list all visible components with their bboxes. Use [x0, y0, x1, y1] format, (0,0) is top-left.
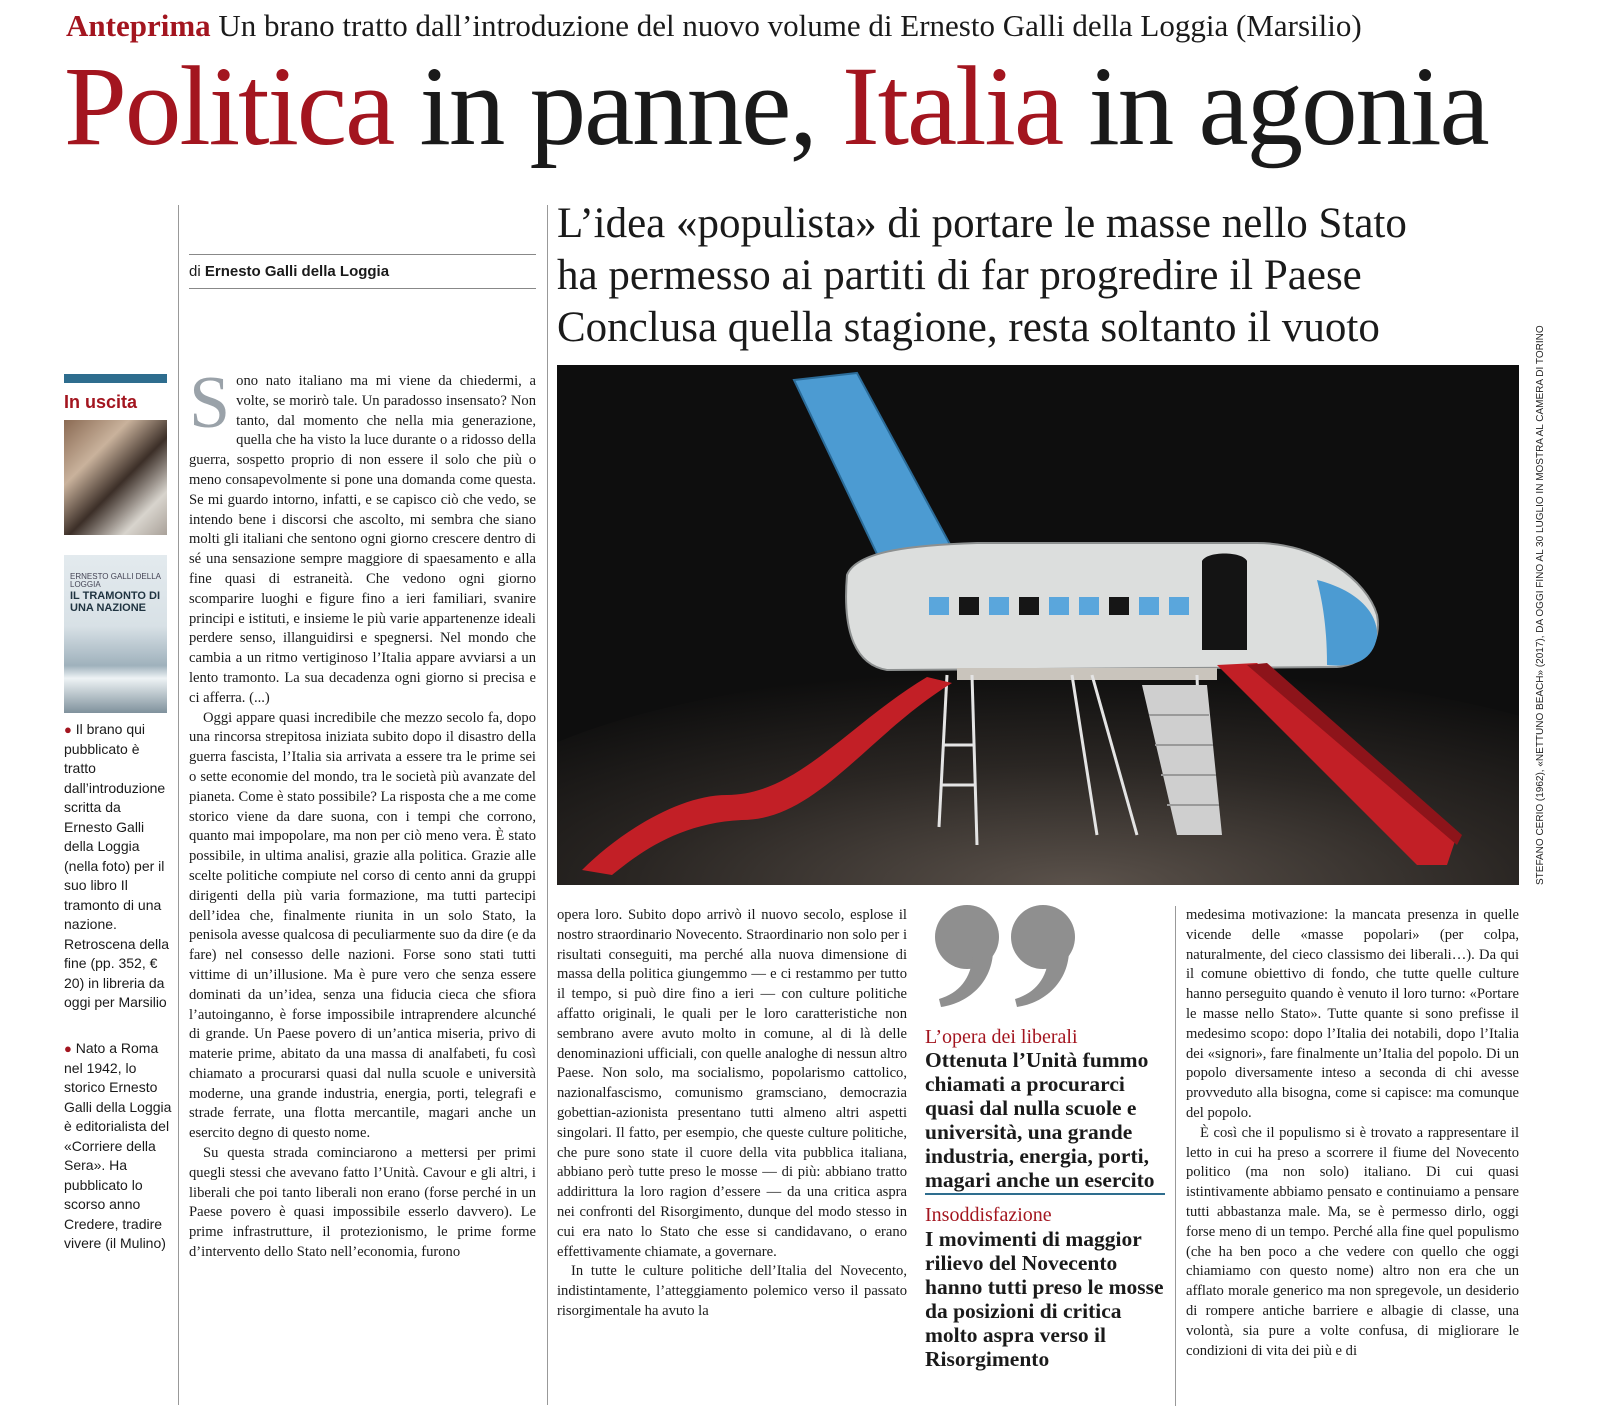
book-cover-author: ERNESTO GALLI DELLA LOGGIA [70, 572, 161, 590]
byline-author: Ernesto Galli della Loggia [204, 263, 390, 280]
sidebar-note-author [64, 1039, 172, 1254]
pullquote-label: L’opera dei liberali [925, 1026, 1078, 1048]
pullquote-label: Insoddisfazione [925, 1204, 1052, 1226]
book-cover-title: IL TRAMONTO DI UNA NAZIONE [70, 590, 161, 614]
photo-credit [1522, 325, 1546, 885]
article-paragraph: In tutte le culture politiche dell’Italia del Novecento, indistintamente, l’atteggiamento polemico verso il passato risorgimentale ha avuto la [557, 1263, 907, 1319]
headline [64, 42, 1488, 172]
column-rule-left [178, 205, 179, 1405]
sidebar-note-text: Nato a Roma nel 1942, lo storico Ernesto Galli della Loggia è editorialista del «Corriere della Sera». Ha pubblicato lo scorso anno Credere, tradire vivere (il Mulino) [64, 1040, 172, 1251]
kicker-lead: Anteprima [66, 8, 211, 43]
deck-line: ha permesso ai partiti di far progredire il Paese [557, 252, 1362, 299]
dropcap: S [189, 362, 231, 444]
pullquote-text: I movimenti di maggior rilievo del Novecento hanno tutti preso le mosse da posizioni di critica molto aspra verso il Risorgimento [925, 1227, 1164, 1371]
sidebar-note-book [64, 720, 172, 1013]
byline [189, 263, 389, 280]
deck-line: Conclusa quella stagione, resta soltanto il vuoto [557, 304, 1380, 351]
byline-rule-bottom [189, 288, 536, 289]
sidebar-note-text: Il brano qui pubblicato è tratto dall’introduzione scritta da Ernesto Galli della Loggia (nella foto) per il suo libro Il tramonto di una nazione. Retroscena della fine (pp. 352, € 20) in libreria da oggi per Marsilio [64, 721, 170, 1010]
byline-prefix: di [189, 263, 201, 280]
author-portrait-photo [64, 420, 167, 535]
article-paragraph: medesima motivazione: la mancata presenza in quelle vicende delle «masse popolari» (per colpa, naturalmente, del cieco classismo dei liberali…). Da qui il comune obiettivo di fondo, che tutte quelle culture hanno perseguito quando è venuto il loro turno: «Portare le masse nello Stato». Tutte quante si sono prefisse il medesimo scopo: dopo l’Italia dei notabili, dopo l’Italia dei «signori», fare finalmente un’Italia del popolo. Di un popolo diversamente inteso a seconda di chi avesse provveduto alla bisogna, come si capisce: ma comunque del popolo. [1186, 907, 1519, 1121]
headline-part4: in agonia [1088, 44, 1488, 169]
deck-subheadline [557, 198, 1557, 354]
article-paragraph: ono nato italiano ma mi viene da chiedermi, a volte, se morirò tale. Un paradosso insensato? Non tanto, dal momento che nella mia generazione, quella che ha visto la luce durante o a ridosso della guerra, sospetto proprio di non essere il solo che più o meno consapevolmente si pone una domanda come questa. Se mi guardo intorno, infatti, e se capisco ciò che vedo, se intendo bene i discorsi che ascolto, mi sembra che siano molti gli italiani che sentono ogni giorno crescere dentro di sé una sensazione sempre maggiore di spaesamento e alla fine quasi di estraneità. Che vedono ogni giorno scomparire luoghi e figure fino a ieri familiari, svanire principi e istituti, e insieme le più varie appartenenze ideali perdere senso, illanguidirsi e spegnersi. Nel mondo che cambia a un ritmo vertiginoso l’Italia appare avviarsi a un lento tramonto. La sua decadenza ogni giorno si precisa e ci afferra. (...) [189, 373, 536, 706]
kicker [66, 8, 1362, 44]
article-paragraph: opera loro. Subito dopo arrivò il nuovo secolo, esplose il nostro straordinario Novecento. Straordinario non solo per i risultati conseguiti, ma perché alla nuova dimensione di massa della politica giungemmo — e ci restammo per tutto il tempo, si può dire fino a ieri — con culture politiche affatto originali, le quali per le loro caratteristiche non sembrano avere avuto molto in comune, al di là delle denominazioni ufficiali, con quelle analoghe di nessun altro Paese. Non solo, ma socialismo, popolarismo cattolico, nazionalfascismo, comunismo gramsciano, democrazia gobettian-azionista presentano tutti almeno altri aspetti singolari. Il fatto, per esempio, che queste culture politiche, che pure sono state il cuore della vita pubblica italiana, abbiano però tutte preso le mosse — di più: abbiano tratto addirittura la loro ragion d’essere — da una critica aspra nei confronti del Risorgimento, dunque del modo stesso in cui era nato lo Stato che esse si candidavano, o erano effettivamente chiamate, a governare. [557, 907, 907, 1260]
headline-part3: Italia [841, 44, 1063, 169]
deck-line: L’idea «populista» di portare le masse nello Stato [557, 200, 1407, 247]
article-paragraph: Oggi appare quasi incredibile che mezzo secolo fa, dopo una rincorsa strepitosa iniziata subito dopo il disastro della guerra fascista, l’Italia sia arrivata a essere tra le prime sei o sette economie del mondo, tra le società più avanzate del pianeta. Come è stato possibile? La risposta che a me come storico viene da dare suona, con i tempi che corrono, quanto mai impopolare, ma non per ciò meno vera. È stato possibile, in ultima analisi, grazie alla politica. Grazie alle scelte politiche compiute nel corso di cento anni da gruppi dirigenti della più varia formazione, ma tutti partecipi dell’idea che, finalmente riunita in un solo Stato, la penisola avesse qualcosa di peculiarmente suo da dire (e da fare) nel consesso delle nazioni. Forse sono stati tutti vittime di un’illusione. Ma è pure vero che senza essere dominati da un’idea, senza una fiducia cieca che sfiora l’autoinganno, è forse impossibile intraprendere alcunché di grande. Un Paese povero di un’antica miseria, privo di materie prime, abitato da una massa di analfabeti, fu così chiamato a procurarsi quasi dal nulla scuole e università moderne, una grande industria, energia, porti, telegrafi e strade ferrate, una flotta mercantile, magari anche un esercito degno di questo nome. [189, 709, 536, 1142]
headline-part1: Politica [64, 44, 394, 169]
airplane-slide-illustration [557, 365, 1519, 885]
byline-rule-top [189, 254, 536, 255]
article-column-1 [189, 362, 536, 1263]
bullet-icon: ● [64, 722, 72, 737]
column-rule-middle [547, 205, 548, 1405]
photo-credit-text: STEFANO CERIO (1962), «NETTUNO BEACH» (2017), DA OGGI FINO AL 30 LUGLIO IN MOSTRA AL CAMERA DI TORINO [1535, 325, 1546, 885]
article-paragraph: È così che il populismo si è trovato a rappresentare il letto in cui ha preso a scorrere il fiume del Novecento politico (ma non solo) italiano. Di cui quasi istintivamente abbiamo pensato e continuiamo a pensare tutti abbastanza male. Ma, se è permesso dirlo, oggi forse meno di un tempo. Perché alla fine quel populismo (che ha ben poco a che vedere con quello che oggi chiamiamo con questo nome) altro non era che un afflato morale generico ma non spregevole, un desiderio di rompere antiche barriere e albagie di classe, una volontà, sia pure a volte confusa, di migliorare le condizioni di vita dei più e di [1186, 1124, 1519, 1359]
pullquote-text: Ottenuta l’Unità fummo chiamati a procurarci quasi dal nulla scuole e università, una grande industria, energia, porti, magari anche un esercito [925, 1048, 1155, 1192]
bullet-icon: ● [64, 1041, 72, 1056]
article-paragraph: Su questa strada cominciarono a mettersi per primi quegli stessi che avevano fatto l’Unità. Cavour e gli altri, i liberali che poi tanto liberali non erano (forse perché in un Paese povero è quasi impossibile esserlo davvero). Le prime infrastrutture, il protezionismo, le prime forme d’intervento dello Stato nell’economia, furono [189, 1145, 536, 1261]
sidebar-accent-bar [64, 374, 167, 383]
book-cover-image [64, 555, 167, 713]
article-column-4 [1186, 906, 1519, 1361]
kicker-text: Un brano tratto dall’introduzione del nuovo volume di Ernesto Galli della Loggia (Marsilio) [218, 8, 1362, 43]
quote-mark-icon [925, 895, 1085, 1020]
column-rule-right [1175, 906, 1176, 1406]
pullquote-divider [925, 1193, 1165, 1195]
headline-part2: in panne, [419, 44, 816, 169]
airplane-slide-photo [557, 365, 1519, 885]
sidebar-title: In uscita [64, 392, 138, 412]
article-column-2 [557, 906, 907, 1322]
